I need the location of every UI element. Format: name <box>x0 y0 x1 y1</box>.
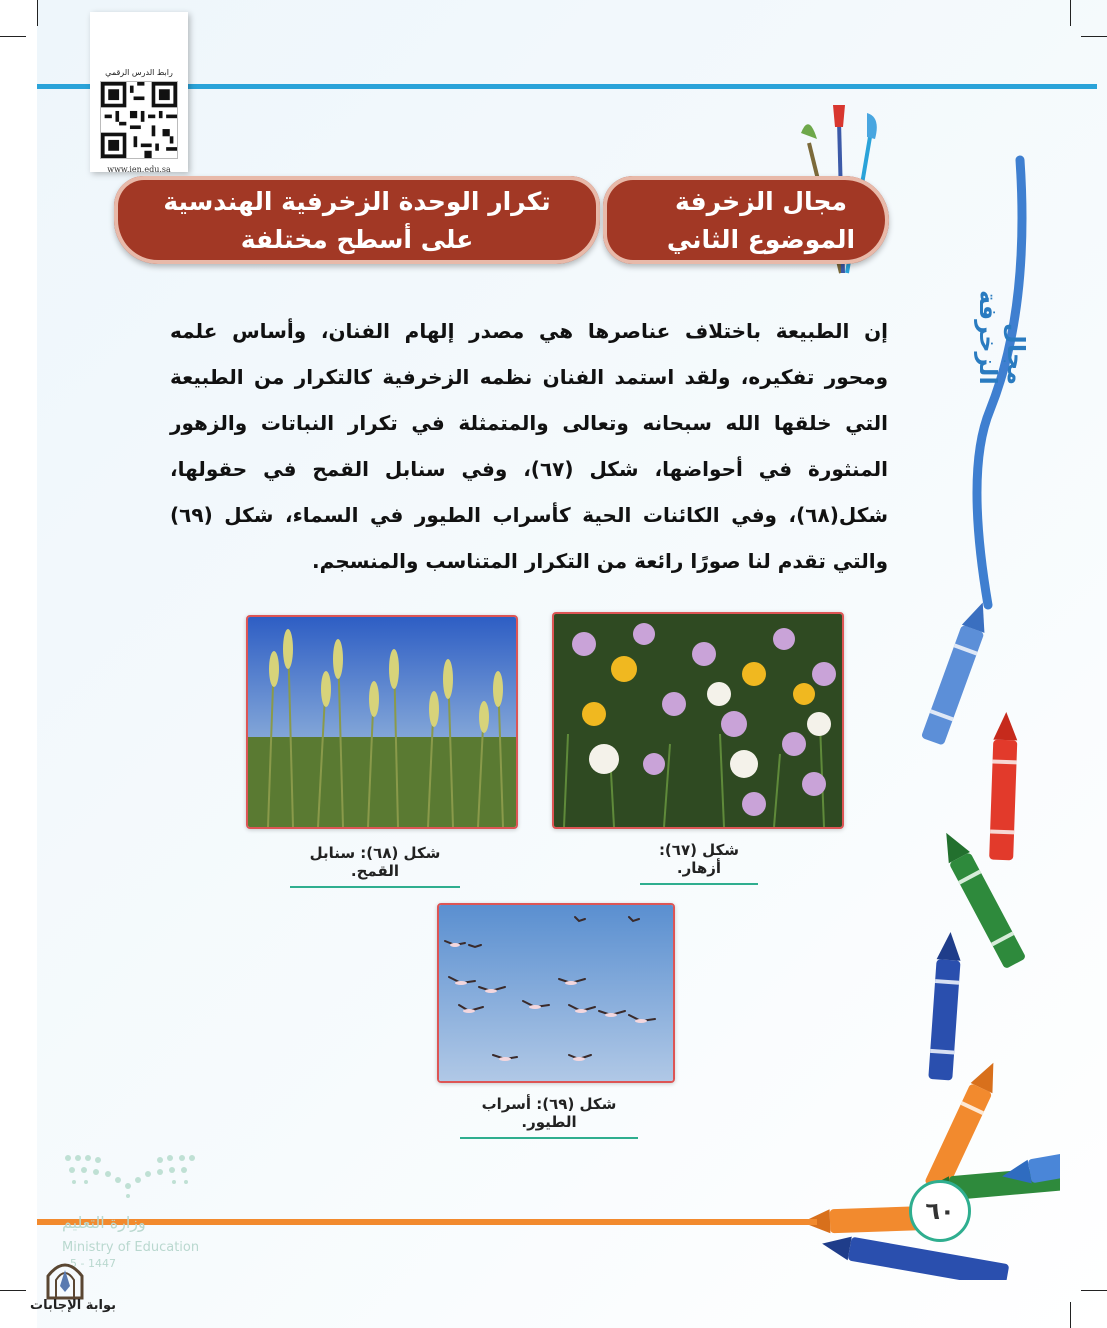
lesson-number: الموضوع الثاني <box>666 225 856 254</box>
topic-title-line2: على أسطح مختلفة <box>240 225 474 254</box>
body-paragraph: إن الطبيعة باختلاف عناصرها هي مصدر إلهام الفنان، وأساس علمه ومحور تفكيره، ولقد استمد الفنان نظمه الزخرفية كالتكرار من الطبيعة التي خلقها الله سبحانه وتعالى والمتمثلة في تكرار النباتات والزهور المنثورة في أحواضها، شكل (٦٧)، وفي سنابل القمح في حقولها، شكل(٦٨)، وفي الكائنات الحية كأسراب الطيور في السماء، شكل (٦٩) والتي تقدم لنا صورًا رائعة من التكرار المتناسب والمنسجم. <box>170 319 888 573</box>
wheat-caption: شكل (٦٨): سنابل القمح. <box>290 844 460 888</box>
portal-logo-icon <box>44 1256 86 1300</box>
bottom-rule <box>37 1219 817 1225</box>
crop-mark <box>1081 36 1107 37</box>
birds-caption: شكل (٦٩): أسراب الطيور. <box>460 1095 638 1139</box>
wheat-photo <box>246 615 518 829</box>
topic-title-line1: تكرار الوحدة الزخرفية الهندسية <box>163 187 551 216</box>
blue-brush-stroke <box>960 150 1035 620</box>
ministry-logo-icon <box>62 1152 198 1200</box>
qr-url[interactable]: www.ien.edu.sa <box>107 165 171 174</box>
topic-banner <box>114 176 600 264</box>
qr-code-icon[interactable] <box>100 81 178 159</box>
side-section-label: مجال الزخرفة <box>974 290 1030 385</box>
crop-mark <box>1081 1290 1107 1291</box>
portal-label: بوابة الإجابات <box>30 1298 116 1313</box>
top-rule <box>37 84 1097 89</box>
qr-card[interactable] <box>90 12 188 172</box>
page-number: ٦٠ <box>909 1180 971 1242</box>
ministry-year: 5 - 1447 <box>70 1257 116 1270</box>
crop-mark <box>0 36 26 37</box>
birds-photo <box>437 903 675 1083</box>
qr-title: رابط الدرس الرقمي <box>105 68 173 77</box>
crayons-icon <box>790 600 1060 1280</box>
crop-mark <box>1070 1302 1071 1328</box>
crop-mark <box>37 0 38 26</box>
ministry-name-english: Ministry of Education <box>62 1240 200 1255</box>
ministry-name-arabic: وزارة التعليم <box>62 1213 146 1232</box>
crop-mark <box>1070 0 1071 26</box>
domain-title: مجال الزخرفة <box>675 187 847 216</box>
domain-banner <box>603 176 889 264</box>
flowers-caption: شكل (٦٧): أزهار. <box>640 841 758 885</box>
crop-mark <box>0 1290 26 1291</box>
